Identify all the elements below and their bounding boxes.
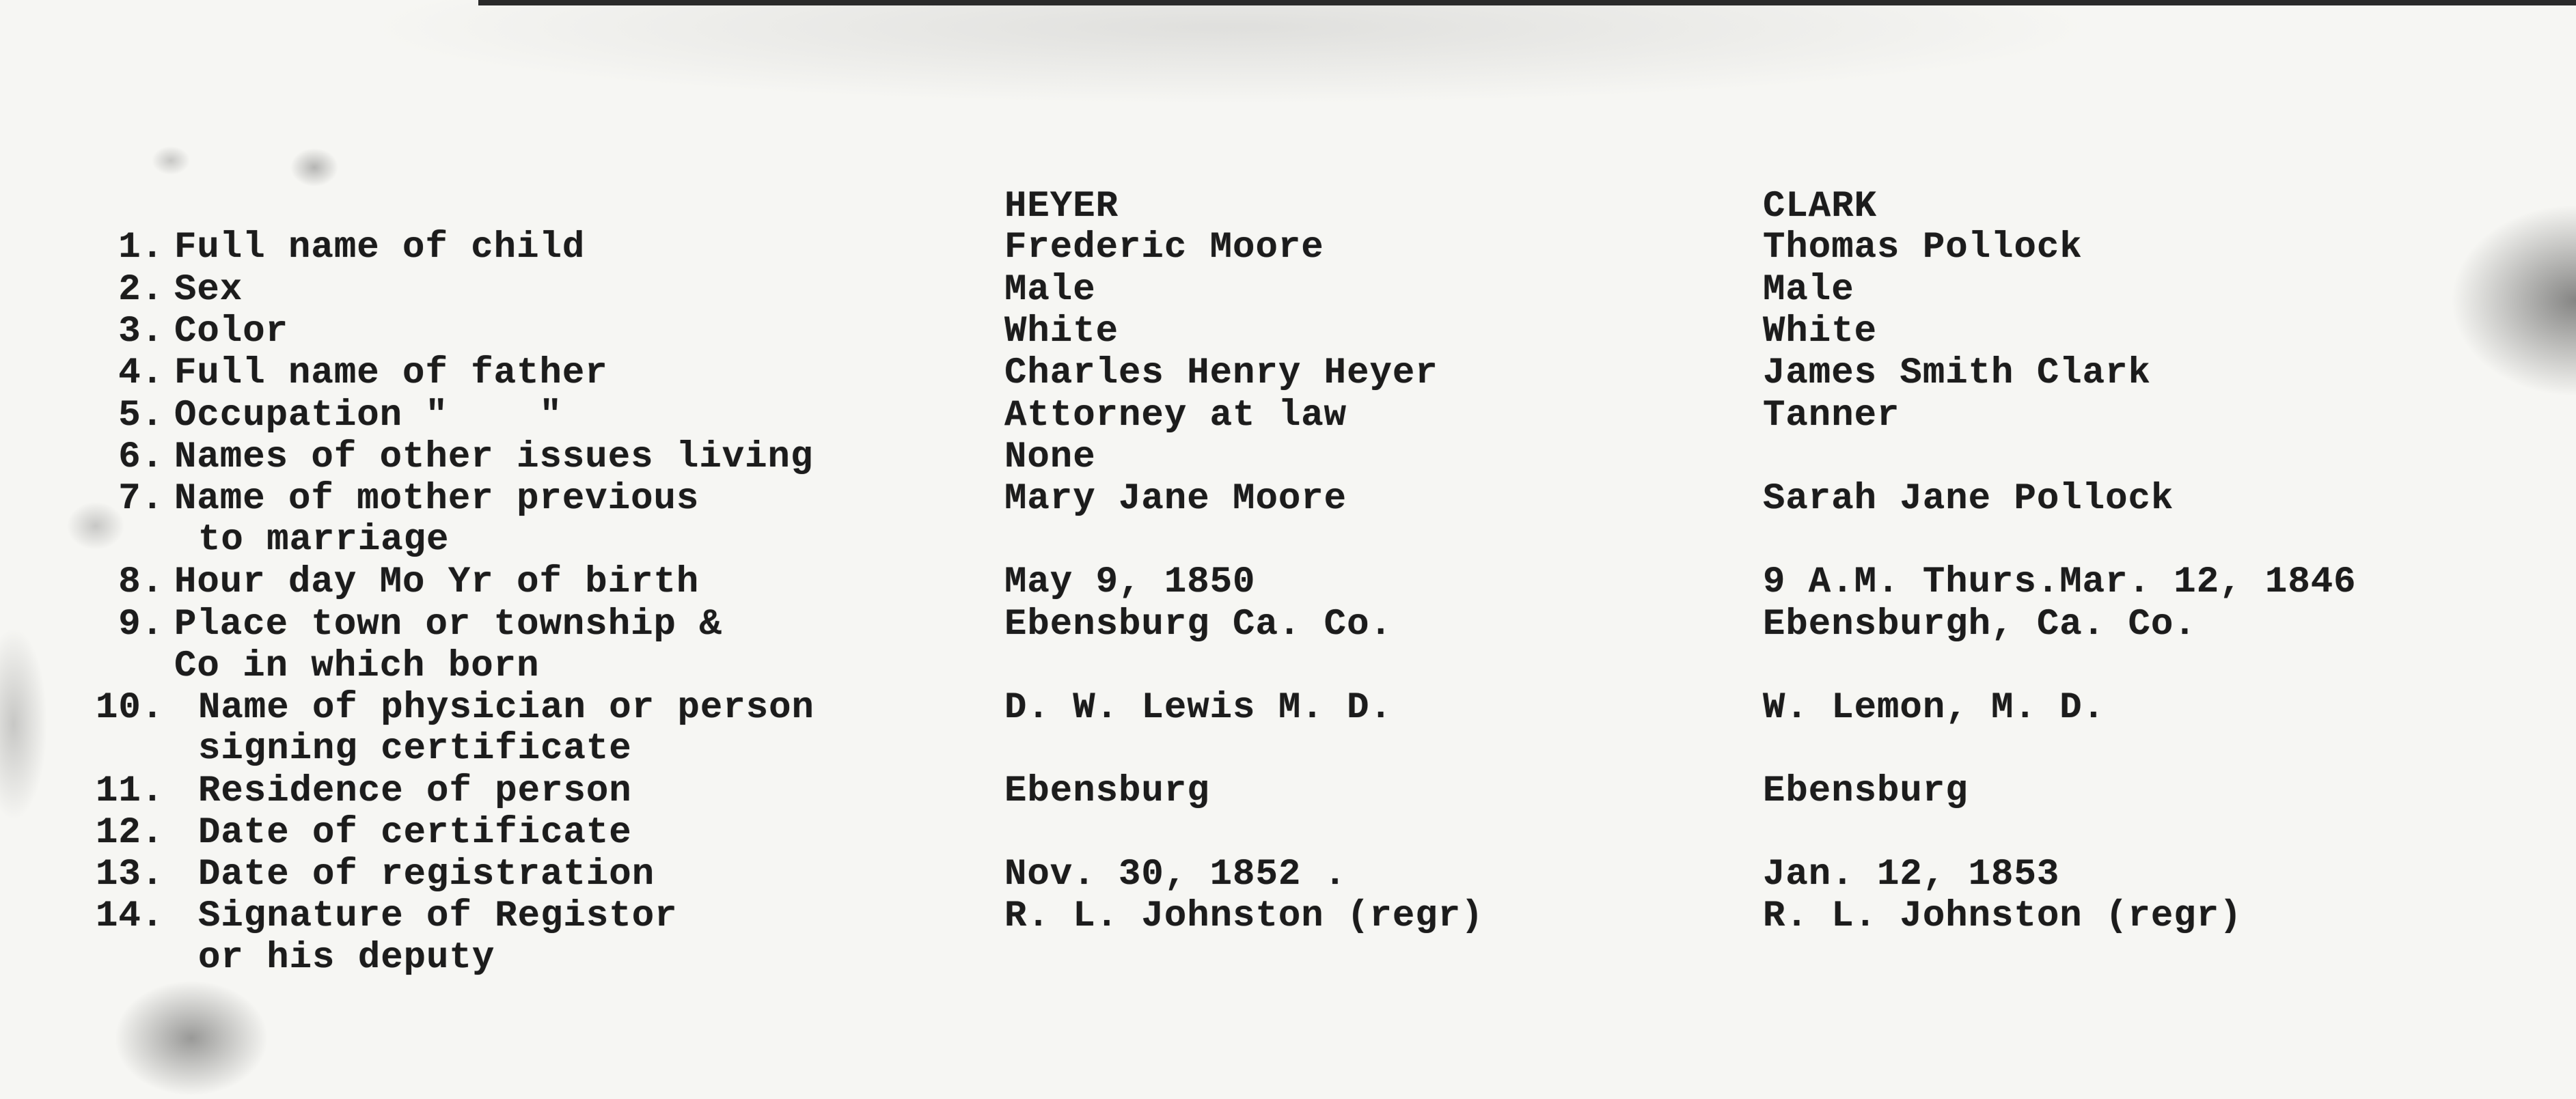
heyer-value: Frederic Moore — [1004, 227, 1324, 268]
row-number: 10. — [96, 687, 165, 729]
heyer-value: Male — [1004, 269, 1096, 311]
heyer-value: R. L. Johnston (regr) — [1004, 895, 1484, 937]
heyer-value: Mary Jane Moore — [1004, 478, 1347, 520]
row-label: Place town or township & — [174, 604, 722, 645]
row-number: 3. — [118, 311, 164, 352]
row-label: Occupation " " — [174, 395, 562, 436]
heyer-value: D. W. Lewis M. D. — [1004, 687, 1393, 729]
clark-value: Jan. 12, 1853 — [1763, 854, 2060, 895]
clark-value: Thomas Pollock — [1763, 227, 2083, 268]
clark-value: White — [1763, 311, 1878, 352]
row-number: 12. — [96, 812, 165, 854]
row-label-continuation: to marriage — [198, 519, 450, 561]
clark-value: Ebensburgh, Ca. Co. — [1763, 604, 2197, 645]
row-number: 11. — [96, 770, 165, 812]
clark-value: Sarah Jane Pollock — [1763, 478, 2174, 520]
clark-value: Male — [1763, 269, 1854, 311]
row-label: Names of other issues living — [174, 436, 814, 478]
clark-value: W. Lemon, M. D. — [1763, 687, 2106, 729]
row-number: 6. — [118, 436, 164, 478]
heyer-value: Nov. 30, 1852 . — [1004, 854, 1347, 895]
top-border-rule — [478, 0, 2576, 5]
row-label: Sex — [174, 269, 243, 311]
heyer-value: White — [1004, 311, 1119, 352]
heyer-value: Charles Henry Heyer — [1004, 352, 1438, 394]
row-label: Hour day Mo Yr of birth — [174, 561, 700, 603]
row-label-continuation: signing certificate — [198, 728, 632, 770]
heyer-value: Attorney at law — [1004, 395, 1347, 436]
row-label: Signature of Registor — [198, 895, 678, 937]
row-label-continuation: or his deputy — [198, 937, 495, 979]
row-number: 14. — [96, 895, 165, 937]
row-number: 5. — [118, 395, 164, 436]
row-number: 7. — [118, 478, 164, 520]
clark-value: Tanner — [1763, 395, 1900, 436]
row-number: 4. — [118, 352, 164, 394]
heyer-value: Ebensburg — [1004, 770, 1210, 812]
heyer-value: None — [1004, 436, 1096, 478]
row-number: 8. — [118, 561, 164, 603]
row-number: 2. — [118, 269, 164, 311]
clark-value: Ebensburg — [1763, 770, 1969, 812]
row-number: 9. — [118, 604, 164, 645]
clark-value: 9 A.M. Thurs.Mar. 12, 1846 — [1763, 561, 2357, 603]
heyer-value: May 9, 1850 — [1004, 561, 1256, 603]
row-label: Residence of person — [198, 770, 632, 812]
clark-value: R. L. Johnston (regr) — [1763, 895, 2243, 937]
row-label: Color — [174, 311, 289, 352]
row-label-continuation: Co in which born — [174, 645, 540, 687]
column-header-clark: CLARK — [1763, 186, 1878, 227]
clark-value: James Smith Clark — [1763, 352, 2151, 394]
row-number: 1. — [118, 227, 164, 268]
row-label: Name of physician or person — [198, 687, 814, 729]
row-label: Name of mother previous — [174, 478, 700, 520]
row-number: 13. — [96, 854, 165, 895]
row-label: Date of registration — [198, 854, 655, 895]
heyer-value: Ebensburg Ca. Co. — [1004, 604, 1393, 645]
row-label: Full name of father — [174, 352, 608, 394]
row-label: Date of certificate — [198, 812, 632, 854]
column-header-heyer: HEYER — [1004, 186, 1119, 227]
row-label: Full name of child — [174, 227, 586, 268]
